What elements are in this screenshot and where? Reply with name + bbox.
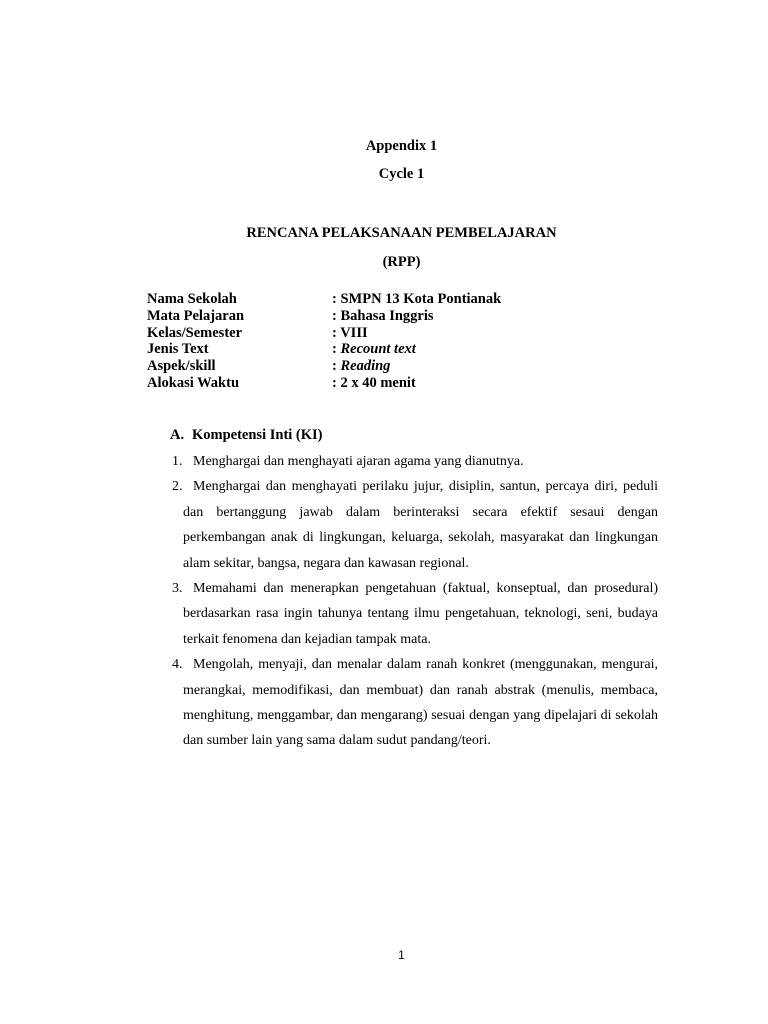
info-value (332, 291, 501, 308)
list-item-text: Mengolah, menyaji, dan menalar dalam ranah konkret (menggunakan, mengurai, merangkai, memodifikasi, dan membuat) dan ranah abstrak (menulis, membaca, menghitung, menggambar, dan mengarang) sesuai dengan yang dipelajari di sekolah dan sumber lain yang sama dalam sudut pandang/teori. (183, 657, 658, 749)
info-value-text: Bahasa Inggris (340, 307, 434, 324)
info-row-subject (147, 308, 627, 325)
info-colon: : (332, 291, 341, 307)
info-value (332, 358, 390, 375)
info-value-text: 2 x 40 menit (340, 374, 416, 391)
info-row-class-semester (147, 325, 627, 342)
document-title: RENCANA PELAKSANAAN PEMBELAJARAN (246, 225, 557, 241)
info-row-time-allocation (147, 375, 627, 392)
info-value-text: Reading (340, 358, 391, 375)
info-row-text-type (147, 341, 627, 358)
appendix-heading: Appendix 1 (365, 138, 438, 154)
page-number: 1 (398, 948, 405, 962)
lesson-info-block (147, 291, 627, 392)
info-value (332, 308, 434, 325)
info-colon: : (332, 374, 341, 391)
info-label: Mata Pelajaran (147, 307, 245, 324)
info-colon: : (332, 307, 341, 324)
section-a-title (170, 426, 323, 444)
info-label: Alokasi Waktu (147, 374, 240, 391)
info-label: Aspek/skill (147, 358, 216, 375)
list-item-text: Menghargai dan menghayati ajaran agama yang dianutnya. (193, 454, 524, 469)
list-item (172, 449, 658, 474)
core-competency-list (172, 449, 658, 754)
list-item-number: 1. (172, 454, 183, 469)
info-colon: : (332, 358, 341, 375)
list-item-text: Memahami dan menerapkan pengetahuan (faktual, konseptual, dan prosedural) berdasarkan rasa ingin tahunya tentang ilmu pengetahuan, teknologi, seni, budaya terkait fenomena dan kejadian tampak mata. (183, 581, 658, 647)
info-label: Nama Sekolah (147, 291, 237, 307)
info-colon: : (332, 341, 341, 358)
list-item-number: 4. (172, 657, 183, 673)
info-colon: : (332, 324, 341, 341)
info-value (332, 341, 416, 358)
document-title-abbreviation: (RPP) (382, 254, 421, 270)
info-value-text: Recount text (340, 341, 416, 358)
list-item (172, 474, 658, 576)
section-letter: A. (170, 427, 185, 443)
info-label: Kelas/Semester (147, 324, 243, 341)
info-row-skill (147, 358, 627, 375)
info-row-school (147, 291, 627, 308)
list-item-text: Menghargai dan menghayati perilaku jujur, disiplin, santun, percaya diri, peduli dan bertanggung jawab dalam berinteraksi secara efektif sesaui dengan perkembangan anak di lingkungan, keluarga, sekolah, masyarakat dan lingkungan alam sekitar, bangsa, negara dan kawasan regional. (183, 479, 658, 571)
info-value (332, 375, 416, 392)
cycle-heading: Cycle 1 (378, 166, 425, 182)
list-item (172, 652, 658, 754)
info-label: Jenis Text (147, 341, 209, 358)
section-title-text: Kompetensi Inti (KI) (192, 427, 323, 443)
info-value (332, 325, 368, 342)
list-item-number: 3. (172, 581, 183, 597)
info-value-text: SMPN 13 Kota Pontianak (340, 291, 502, 307)
info-value-text: VIII (340, 324, 368, 341)
list-item (172, 576, 658, 652)
list-item-number: 2. (172, 479, 183, 495)
